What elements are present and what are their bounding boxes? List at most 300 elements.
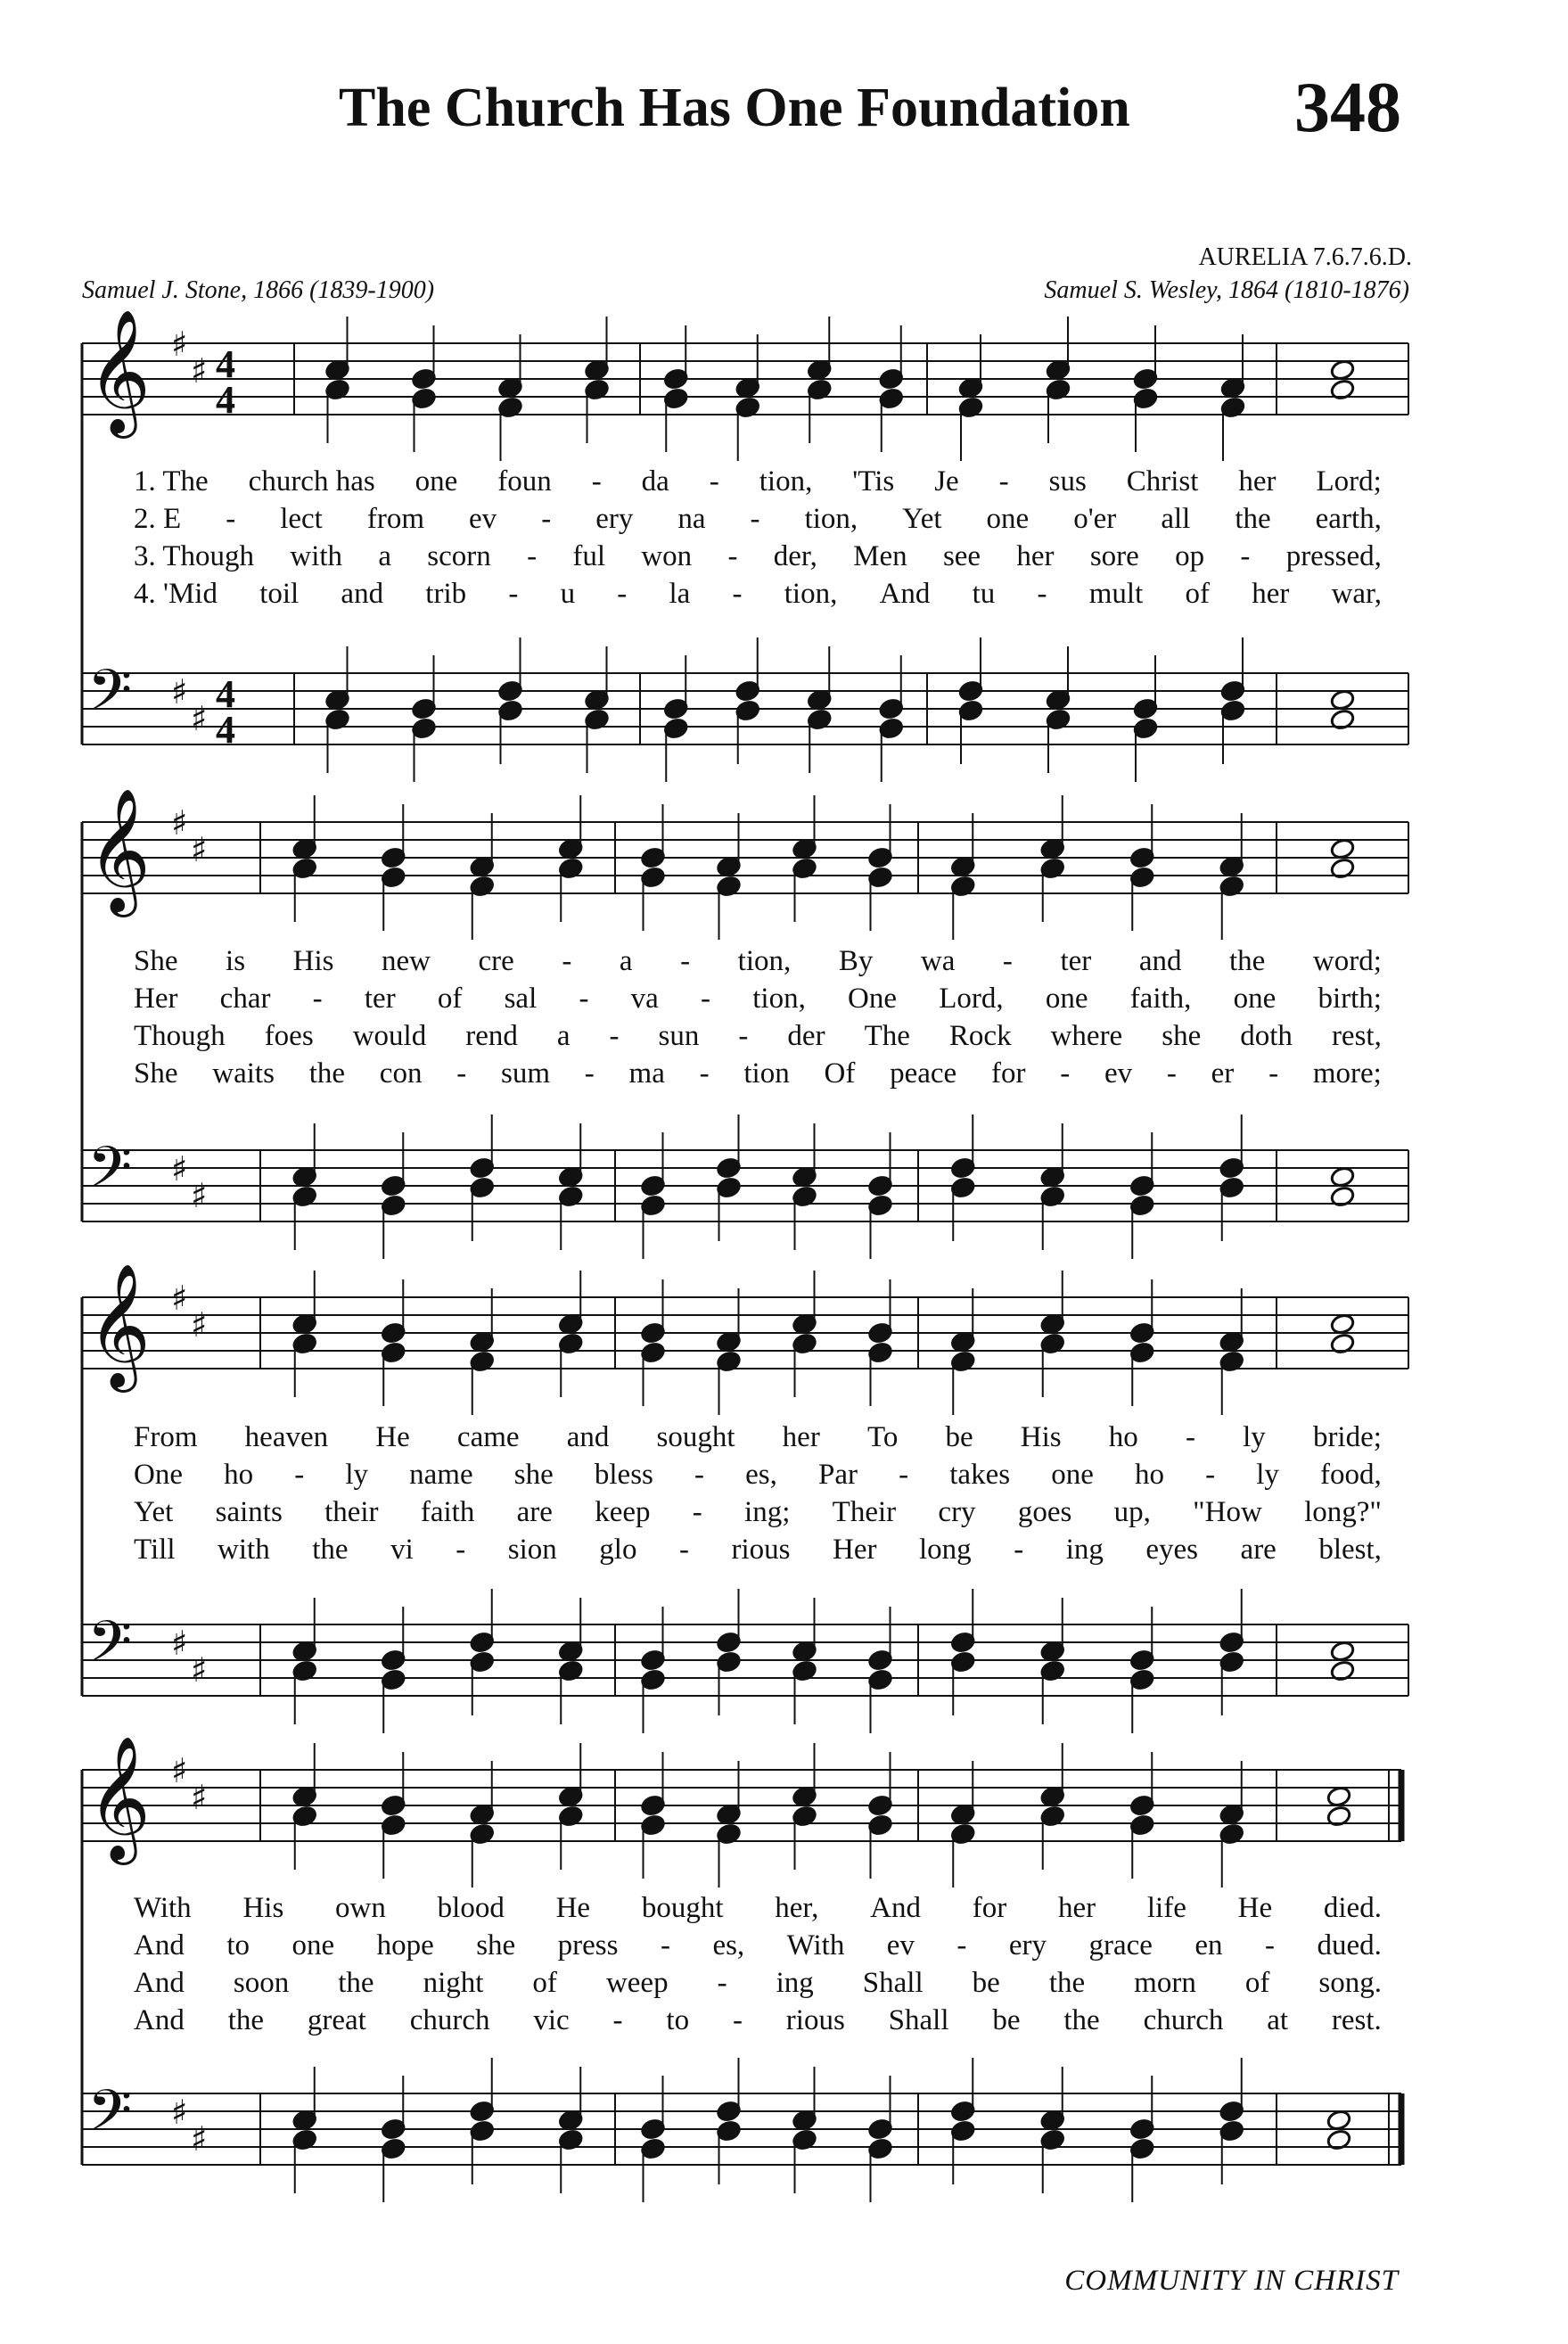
lyric-syllable: tu xyxy=(972,577,996,610)
lyric-syllable: ter xyxy=(364,982,396,1015)
lyric-syllable: the xyxy=(1229,944,1266,977)
lyric-syllable: be xyxy=(992,2003,1021,2036)
lyric-syllable: the xyxy=(338,1966,374,1999)
lyric-syllable: The xyxy=(864,1019,910,1052)
lyric-syllable: - xyxy=(591,465,602,498)
lyric-syllable: their xyxy=(324,1495,379,1528)
lyric-syllable: - xyxy=(1265,1929,1276,1962)
lyric-syllable: blest, xyxy=(1318,1533,1382,1566)
lyric-line xyxy=(134,2003,1382,2038)
lyric-syllable: He xyxy=(555,1891,591,1924)
lyric-syllable: night xyxy=(423,1966,484,1999)
lyric-syllable: goes xyxy=(1017,1495,1072,1528)
lyric-syllable: scorn xyxy=(427,539,491,572)
lyric-syllable: - xyxy=(732,2003,743,2036)
lyric-syllable: na xyxy=(677,502,706,535)
lyric-syllable: Lord, xyxy=(939,982,1004,1015)
lyric-syllable: dued. xyxy=(1317,1929,1382,1962)
lyric-syllable: ing xyxy=(1065,1533,1104,1566)
lyric-syllable: To xyxy=(866,1420,899,1453)
lyric-syllable: tion, xyxy=(804,502,858,535)
bass-clef: 𝄢 xyxy=(87,1135,133,1215)
lyric-syllable: - xyxy=(294,1458,305,1491)
note-head xyxy=(1330,358,1356,381)
lyric-syllable: His xyxy=(242,1891,284,1924)
lyric-syllable: ho xyxy=(224,1458,254,1491)
lyric-syllable: ho xyxy=(1108,1420,1138,1453)
lyric-syllable: - xyxy=(750,502,760,535)
hymn-number: 348 xyxy=(1294,69,1401,147)
lyric-syllable: bless xyxy=(594,1458,653,1491)
section-footer: COMMUNITY IN CHRIST xyxy=(1064,2265,1399,2297)
lyric-syllable: one xyxy=(1051,1458,1094,1491)
lyric-syllable: From xyxy=(134,1420,198,1453)
lyric-syllable: up, xyxy=(1113,1495,1151,1528)
lyric-syllable: - xyxy=(899,1458,909,1491)
lyric-syllable: - xyxy=(562,944,572,977)
lyric-syllable: and xyxy=(566,1420,610,1453)
lyric-syllable: Shall xyxy=(862,1966,924,1999)
lyric-syllable: sun xyxy=(658,1019,700,1052)
lyric-syllable: morn xyxy=(1134,1966,1196,1999)
lyric-syllable: life xyxy=(1146,1891,1186,1924)
lyric-syllable: and xyxy=(1138,944,1182,977)
sharp-sign: ♯ xyxy=(191,2119,208,2159)
lyric-syllable: she xyxy=(513,1458,554,1491)
lyric-syllable: Christ xyxy=(1126,465,1199,498)
lyric-syllable: saints xyxy=(215,1495,283,1528)
tune-name: AURELIA 7.6.7.6.D. xyxy=(1198,243,1412,271)
lyric-syllable: - xyxy=(617,577,628,610)
lyric-syllable: food, xyxy=(1320,1458,1382,1491)
note-head xyxy=(1326,1785,1352,1807)
lyric-syllable: u xyxy=(560,577,576,610)
lyric-syllable: bride; xyxy=(1312,1420,1382,1453)
lyric-syllable: a xyxy=(556,1019,571,1052)
lyric-line xyxy=(134,1419,1382,1455)
lyric-syllable: be xyxy=(945,1420,973,1453)
sharp-sign: ♯ xyxy=(171,325,188,364)
lyric-syllable: rious xyxy=(785,2003,845,2036)
lyric-line xyxy=(134,1494,1382,1530)
lyric-syllable: won xyxy=(641,539,693,572)
lyric-syllable: at xyxy=(1267,2003,1289,2036)
lyric-syllable: to xyxy=(666,2003,690,2036)
lyric-syllable: for xyxy=(990,1057,1026,1090)
bass-clef: 𝄢 xyxy=(87,658,133,738)
sharp-sign: ♯ xyxy=(171,1751,188,1790)
lyric-syllable: - xyxy=(701,982,711,1015)
lyric-syllable: 'Tis xyxy=(852,465,895,498)
lyric-syllable: vic xyxy=(533,2003,570,2036)
lyric-syllable: a xyxy=(378,539,391,572)
lyric-syllable: birth; xyxy=(1318,982,1382,1015)
lyric-syllable: One xyxy=(848,982,898,1015)
lyric-syllable: for xyxy=(972,1891,1007,1924)
sharp-sign: ♯ xyxy=(191,699,208,738)
lyric-syllable: waits xyxy=(212,1057,275,1090)
lyric-syllable: the xyxy=(1063,2003,1100,2036)
text-author: Samuel J. Stone, 1866 (1839-1900) xyxy=(82,276,435,304)
lyric-syllable: la xyxy=(669,577,691,610)
lyric-syllable: - xyxy=(1268,1057,1279,1090)
lyric-syllable: ing; xyxy=(744,1495,791,1528)
lyric-syllable: ev xyxy=(886,1929,915,1962)
lyric-syllable: - xyxy=(699,1057,710,1090)
lyric-line xyxy=(134,1965,1382,2001)
lyric-syllable: tion, xyxy=(737,944,792,977)
lyric-syllable: - xyxy=(456,1057,467,1090)
lyric-syllable: her xyxy=(1238,465,1277,498)
lyric-syllable: o'er xyxy=(1073,502,1117,535)
lyric-syllable: came xyxy=(456,1420,520,1453)
lyric-syllable: - xyxy=(508,577,519,610)
lyric-syllable: - xyxy=(680,944,691,977)
note-head xyxy=(1330,688,1356,711)
treble-clef: 𝄞 xyxy=(87,788,151,912)
lyric-line xyxy=(134,576,1382,612)
lyric-line xyxy=(134,1056,1382,1091)
lyric-syllable: - xyxy=(584,1057,595,1090)
lyric-syllable: 4. 'Mid xyxy=(134,577,218,610)
lyric-syllable: sought xyxy=(656,1420,735,1453)
lyric-syllable: - xyxy=(1002,944,1013,977)
lyric-syllable: faith xyxy=(420,1495,475,1528)
lyric-syllable: toil xyxy=(259,577,300,610)
lyric-syllable: pressed, xyxy=(1285,539,1382,572)
lyric-syllable: she xyxy=(1162,1019,1202,1052)
lyric-syllable: ery xyxy=(595,502,634,535)
lyric-syllable: es, xyxy=(745,1458,777,1491)
lyric-syllable: Je xyxy=(934,465,959,498)
lyric-syllable: "How xyxy=(1193,1495,1262,1528)
lyric-syllable: see xyxy=(942,539,981,572)
lyric-syllable: lect xyxy=(280,502,323,535)
lyric-syllable: She xyxy=(134,944,178,977)
sharp-sign: ♯ xyxy=(171,1149,188,1188)
sharp-sign: ♯ xyxy=(171,1624,188,1663)
lyric-syllable: 3. Though xyxy=(134,539,255,572)
lyric-syllable: her xyxy=(1252,577,1290,610)
lyric-syllable: be xyxy=(972,1966,1000,1999)
lyric-syllable: faith, xyxy=(1129,982,1192,1015)
lyric-syllable: Men xyxy=(853,539,907,572)
lyric-syllable: Their xyxy=(832,1495,897,1528)
lyric-syllable: of xyxy=(532,1966,557,1999)
lyric-syllable: one xyxy=(415,465,458,498)
lyric-syllable: - xyxy=(1205,1458,1216,1491)
lyric-syllable: con xyxy=(379,1057,423,1090)
lyric-syllable: foun xyxy=(497,465,552,498)
lyric-syllable: she xyxy=(476,1929,516,1962)
lyric-syllable: - xyxy=(226,502,236,535)
lyric-syllable: ev xyxy=(469,502,497,535)
sharp-sign: ♯ xyxy=(191,830,208,869)
lyric-syllable: - xyxy=(727,539,738,572)
lyric-syllable: Yet xyxy=(134,1495,174,1528)
lyric-line xyxy=(134,1928,1382,1963)
note-head xyxy=(1330,1640,1356,1662)
lyric-syllable: Par xyxy=(818,1458,858,1491)
time-signature: 4 xyxy=(216,342,235,386)
lyric-syllable: glo xyxy=(599,1533,637,1566)
sharp-sign: ♯ xyxy=(171,2093,188,2132)
lyric-syllable: doth xyxy=(1240,1019,1293,1052)
lyric-line xyxy=(134,943,1382,979)
lyric-syllable: - xyxy=(709,465,719,498)
lyric-syllable: rend xyxy=(465,1019,518,1052)
lyric-syllable: - xyxy=(660,1929,670,1962)
lyric-syllable: 2. E xyxy=(134,502,182,535)
lyric-syllable: One xyxy=(134,1458,183,1491)
lyric-syllable: word; xyxy=(1312,944,1382,977)
lyric-syllable: - xyxy=(612,2003,623,2036)
lyric-syllable: She xyxy=(134,1057,178,1090)
lyric-syllable: from xyxy=(366,502,425,535)
lyric-syllable: new xyxy=(382,944,431,977)
lyric-syllable: ery xyxy=(1008,1929,1047,1962)
lyric-syllable: His xyxy=(292,944,334,977)
lyric-syllable: en xyxy=(1194,1929,1223,1962)
lyric-syllable: her xyxy=(1016,539,1055,572)
lyric-syllable: a xyxy=(619,944,633,977)
lyric-syllable: ma xyxy=(628,1057,665,1090)
lyric-syllable: takes xyxy=(949,1458,1011,1491)
lyric-syllable: ev xyxy=(1104,1057,1133,1090)
lyric-syllable: the xyxy=(1235,502,1271,535)
lyric-syllable: church xyxy=(1143,2003,1224,2036)
lyric-syllable: And xyxy=(134,2003,185,2036)
lyric-syllable: weep xyxy=(605,1966,669,1999)
note-head xyxy=(1326,2109,1352,2131)
lyric-syllable: keep xyxy=(595,1495,651,1528)
lyric-syllable: foes xyxy=(264,1019,314,1052)
lyric-syllable: tion, xyxy=(759,465,813,498)
lyric-line xyxy=(134,1532,1382,1567)
note-head xyxy=(1330,1312,1356,1335)
lyric-syllable: tion, xyxy=(752,982,806,1015)
hymn-title: The Church Has One Foundation xyxy=(339,78,1130,138)
lyric-syllable: And xyxy=(134,1929,185,1962)
lyric-syllable: are xyxy=(1240,1533,1277,1566)
lyric-syllable: with xyxy=(218,1533,270,1566)
lyric-syllable: He xyxy=(375,1420,410,1453)
time-signature: 4 xyxy=(216,378,235,422)
lyric-syllable: - xyxy=(692,1495,702,1528)
lyric-syllable: her xyxy=(782,1420,820,1453)
lyric-line xyxy=(134,981,1382,1016)
lyric-syllable: of xyxy=(437,982,463,1015)
lyric-syllable: the xyxy=(227,2003,265,2036)
time-signature: 4 xyxy=(216,672,235,716)
sharp-sign: ♯ xyxy=(191,1305,208,1345)
treble-clef: 𝄞 xyxy=(87,309,151,433)
lyric-syllable: is xyxy=(226,944,246,977)
lyric-syllable: sum xyxy=(500,1057,550,1090)
lyric-syllable: wa xyxy=(920,944,956,977)
lyric-syllable: press xyxy=(557,1929,619,1962)
lyric-syllable: bought xyxy=(641,1891,724,1924)
lyric-syllable: der, xyxy=(773,539,817,572)
lyric-syllable: - xyxy=(1037,577,1047,610)
lyric-syllable: blood xyxy=(437,1891,505,1924)
lyric-syllable: Yet xyxy=(902,502,942,535)
lyric-syllable: With xyxy=(134,1891,192,1924)
lyric-syllable: Till xyxy=(134,1533,176,1566)
lyric-syllable: Her xyxy=(833,1533,877,1566)
lyric-syllable: would xyxy=(352,1019,427,1052)
lyric-line xyxy=(134,539,1382,574)
lyric-syllable: own xyxy=(335,1891,386,1924)
lyric-syllable: war, xyxy=(1331,577,1382,610)
lyric-syllable: are xyxy=(516,1495,553,1528)
lyric-syllable: ing xyxy=(776,1966,814,1999)
lyric-syllable: ho xyxy=(1134,1458,1164,1491)
lyric-syllable: one xyxy=(986,502,1030,535)
lyric-syllable: va xyxy=(630,982,659,1015)
lyric-syllable: peace xyxy=(890,1057,957,1090)
note-head xyxy=(1330,1165,1356,1188)
lyric-syllable: the xyxy=(308,1057,346,1090)
lyric-syllable: died. xyxy=(1323,1891,1382,1924)
lyric-syllable: and xyxy=(341,577,384,610)
lyric-syllable: - xyxy=(1014,1533,1024,1566)
time-signature: 4 xyxy=(216,708,235,752)
lyric-syllable: long xyxy=(919,1533,972,1566)
lyric-syllable: hope xyxy=(376,1929,434,1962)
lyric-syllable: where xyxy=(1050,1019,1123,1052)
lyric-syllable: sore xyxy=(1089,539,1139,572)
bass-clef: 𝄢 xyxy=(87,2078,133,2159)
lyric-syllable: her, xyxy=(775,1891,819,1924)
lyric-syllable: to xyxy=(226,1929,250,1962)
sharp-sign: ♯ xyxy=(191,1176,208,1215)
lyric-syllable: es, xyxy=(712,1929,745,1962)
lyric-syllable: And xyxy=(134,1966,185,1999)
sharp-sign: ♯ xyxy=(171,803,188,843)
note-head xyxy=(1330,837,1356,859)
lyric-syllable: - xyxy=(456,1533,466,1566)
lyric-syllable: - xyxy=(998,465,1009,498)
lyric-syllable: - xyxy=(1060,1057,1071,1090)
lyric-syllable: char xyxy=(219,982,271,1015)
lyric-syllable: - xyxy=(732,577,743,610)
lyric-syllable: He xyxy=(1237,1891,1273,1924)
lyric-syllable: rest, xyxy=(1331,1019,1382,1052)
lyric-syllable: Though xyxy=(134,1019,226,1052)
lyric-syllable: church has xyxy=(248,465,375,498)
lyric-syllable: earth, xyxy=(1315,502,1382,535)
lyric-syllable: name xyxy=(409,1458,473,1491)
lyric-syllable: long?" xyxy=(1304,1495,1382,1528)
lyric-syllable: rest. xyxy=(1331,2003,1382,2036)
sharp-sign: ♯ xyxy=(171,1279,188,1318)
lyric-syllable: - xyxy=(956,1929,967,1962)
lyric-line xyxy=(134,464,1382,499)
lyric-syllable: ly xyxy=(1256,1458,1279,1491)
lyric-syllable: one xyxy=(1045,982,1088,1015)
lyric-syllable: rious xyxy=(731,1533,791,1566)
sharp-sign: ♯ xyxy=(191,1778,208,1817)
lyric-syllable: one xyxy=(291,1929,335,1962)
lyric-line xyxy=(134,501,1382,537)
lyric-syllable: - xyxy=(717,1966,727,1999)
lyric-syllable: - xyxy=(609,1019,620,1052)
lyric-syllable: church xyxy=(409,2003,490,2036)
lyric-syllable: His xyxy=(1020,1420,1062,1453)
lyric-syllable: sus xyxy=(1048,465,1087,498)
lyric-syllable: - xyxy=(694,1458,704,1491)
lyric-syllable: - xyxy=(1240,539,1251,572)
lyric-syllable: cry xyxy=(938,1495,976,1528)
lyric-syllable: - xyxy=(527,539,538,572)
lyric-syllable: - xyxy=(738,1019,749,1052)
lyric-syllable: grace xyxy=(1088,1929,1153,1962)
lyric-syllable: one xyxy=(1233,982,1277,1015)
lyric-syllable: - xyxy=(579,982,589,1015)
lyric-syllable: the xyxy=(1048,1966,1086,1999)
lyric-syllable: Of xyxy=(824,1057,856,1090)
sharp-sign: ♯ xyxy=(171,672,188,711)
lyric-syllable: great xyxy=(307,2003,366,2036)
treble-clef: 𝄞 xyxy=(87,1263,151,1387)
lyric-syllable: trib xyxy=(425,577,467,610)
lyric-line xyxy=(134,1890,1382,1926)
lyric-syllable: And xyxy=(879,577,931,610)
lyric-syllable: tion, xyxy=(784,577,838,610)
lyric-syllable: cre xyxy=(478,944,514,977)
lyric-syllable: tion xyxy=(743,1057,790,1090)
lyric-syllable: with xyxy=(290,539,343,572)
lyric-syllable: mult xyxy=(1088,577,1144,610)
lyric-syllable: soon xyxy=(233,1966,290,1999)
music-composer: Samuel S. Wesley, 1864 (1810-1876) xyxy=(1044,276,1409,304)
lyric-syllable: By xyxy=(838,944,874,977)
lyric-syllable: eyes xyxy=(1145,1533,1199,1566)
lyric-syllable: heaven xyxy=(244,1420,329,1453)
lyric-syllable: the xyxy=(312,1533,349,1566)
sharp-sign: ♯ xyxy=(191,351,208,391)
lyric-syllable: - xyxy=(678,1533,689,1566)
lyric-syllable: er xyxy=(1211,1057,1235,1090)
lyric-syllable: of xyxy=(1185,577,1210,610)
lyric-syllable: Lord; xyxy=(1316,465,1382,498)
lyric-syllable: da xyxy=(641,465,669,498)
lyric-syllable: sal xyxy=(504,982,538,1015)
lyric-syllable: Her xyxy=(134,982,178,1015)
lyric-syllable: - xyxy=(312,982,323,1015)
lyric-syllable: ly xyxy=(1243,1420,1266,1453)
lyric-syllable: all xyxy=(1161,502,1191,535)
lyric-line xyxy=(134,1018,1382,1054)
lyric-syllable: ly xyxy=(345,1458,369,1491)
treble-clef: 𝄞 xyxy=(87,1736,151,1860)
lyric-line xyxy=(134,1457,1382,1493)
lyric-syllable: 1. The xyxy=(134,465,209,498)
lyric-syllable: Shall xyxy=(888,2003,949,2036)
lyric-syllable: song. xyxy=(1318,1966,1382,1999)
lyric-syllable: - xyxy=(1166,1057,1177,1090)
lyric-syllable: Rock xyxy=(948,1019,1012,1052)
sharp-sign: ♯ xyxy=(191,1650,208,1690)
lyric-syllable: of xyxy=(1244,1966,1270,1999)
lyric-syllable: And xyxy=(870,1891,921,1924)
bass-clef: 𝄢 xyxy=(87,1609,133,1690)
lyric-syllable: vi xyxy=(390,1533,414,1566)
lyric-syllable: der xyxy=(787,1019,825,1052)
lyric-syllable: ter xyxy=(1060,944,1092,977)
lyric-syllable: With xyxy=(786,1929,845,1962)
